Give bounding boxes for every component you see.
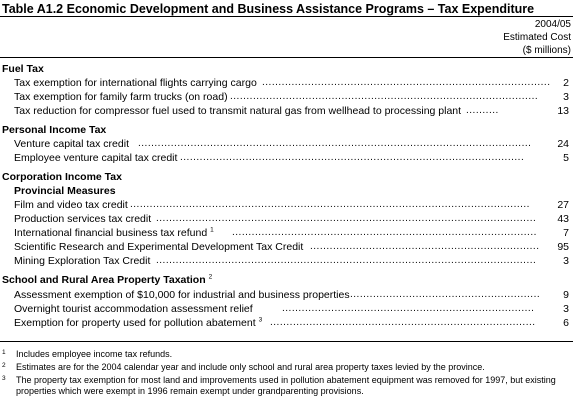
table-row: [0, 77, 573, 91]
leader-dots: .................................................................................: [270, 317, 536, 328]
table-row: [0, 303, 573, 317]
bottom-rule: [0, 341, 573, 342]
row-label: Production services tax credit: [14, 213, 152, 225]
row-label: Employee venture capital tax credit: [14, 152, 178, 164]
leader-dots: ..........................................................: [350, 289, 541, 300]
header-rule: [0, 57, 573, 58]
section-heading-personal: [0, 124, 573, 138]
subsection-heading-provincial: [0, 185, 573, 199]
section-heading-label: Corporation Income Tax: [2, 171, 122, 183]
section-heading-fuel: [0, 63, 573, 77]
leader-dots: ........................................................................................................................: [138, 138, 532, 149]
row-label: Venture capital tax credit: [14, 138, 129, 150]
footnote-ref: 2: [208, 273, 213, 281]
table-row: [0, 317, 573, 331]
row-value: 2: [563, 77, 569, 89]
section-heading-property: [0, 274, 573, 288]
row-value: 7: [563, 227, 569, 239]
footnote-marker: 3: [2, 375, 6, 382]
row-value: 3: [563, 303, 569, 315]
footnote-ref: 1: [210, 226, 214, 234]
row-label: [14, 317, 262, 329]
row-value: 3: [563, 91, 569, 103]
footnote-marker: 2: [2, 362, 6, 369]
row-label: Scientific Research and Experimental Development Tax Credit: [14, 241, 304, 253]
table-row: [0, 227, 573, 241]
footnote-ref: 3: [258, 316, 263, 324]
table-row: [0, 152, 573, 166]
row-label: Tax exemption for family farm trucks (on road): [14, 91, 228, 103]
leader-dots: ........................................................................................: [262, 77, 551, 88]
row-label: Tax reduction for compressor fuel used to transmit natural gas from wellhead to processing plant: [14, 105, 462, 117]
row-label: Mining Exploration Tax Credit: [14, 255, 151, 267]
section-heading-corporation: [0, 171, 573, 185]
row-label: Film and video tax credit: [14, 199, 128, 211]
table-row: [0, 241, 573, 255]
row-value: 27: [557, 199, 569, 211]
leader-dots: ..........................................................................................................................: [130, 199, 530, 210]
leader-dots: ..........: [466, 105, 499, 116]
row-label: [14, 227, 214, 239]
top-rule: [0, 16, 573, 17]
leader-dots: ....................................................................................................................: [156, 255, 537, 266]
row-value: 5: [563, 152, 569, 164]
table-row: [0, 213, 573, 227]
table-row: [0, 199, 573, 213]
subsection-heading-label: Provincial Measures: [14, 185, 116, 197]
leader-dots: .............................................................................................: [232, 227, 537, 238]
footnote-marker: 1: [2, 349, 6, 356]
section-heading-label: Fuel Tax: [2, 63, 44, 75]
footnote-text: Estimates are for the 2004 calendar year and include only school and rural area property taxes levied by the province.: [16, 362, 485, 372]
row-value: 24: [557, 138, 569, 150]
row-value: 6: [563, 317, 569, 329]
row-label: Overnight tourist accommodation assessment relief: [14, 303, 253, 315]
leader-dots: .............................................................................: [282, 303, 535, 314]
table-row: [0, 255, 573, 269]
section-heading-text: School and Rural Area Property Taxation: [2, 274, 206, 286]
table-row: [0, 91, 573, 105]
leader-dots: ......................................................................: [310, 241, 540, 252]
footnote-text: The property tax exemption for most land and improvements used in pollution abatement equipment was removed for 1997, but existing properties which were exempt in 1996 remain exempt under grandparenting provisions.: [16, 375, 556, 396]
row-label: Tax exemption for international flights carrying cargo: [14, 77, 257, 89]
leader-dots: ....................................................................................................................: [156, 213, 537, 224]
leader-dots: ..............................................................................................: [230, 91, 539, 102]
table-title: Table A1.2 Economic Development and Business Assistance Programs – Tax Expenditure: [2, 2, 535, 16]
row-value: 95: [557, 241, 569, 253]
row-label-text: Exemption for property used for pollution abatement: [14, 317, 256, 329]
column-header-estimated-cost: Estimated Cost: [503, 32, 571, 43]
footnote-text: Includes employee income tax refunds.: [16, 349, 173, 359]
table-row: [0, 289, 573, 303]
row-value: 13: [557, 105, 569, 117]
row-value: 3: [563, 255, 569, 267]
row-value: 9: [563, 289, 569, 301]
table-row: [0, 105, 573, 119]
section-heading-label: [2, 274, 212, 286]
row-label-text: International financial business tax refund: [14, 227, 208, 239]
section-heading-label: Personal Income Tax: [2, 124, 107, 136]
row-label: Assessment exemption of $10,000 for industrial and business properties: [14, 289, 350, 301]
column-header-year: 2004/05: [534, 19, 571, 30]
row-value: 43: [557, 213, 569, 225]
table-row: [0, 138, 573, 152]
column-header-units: ($ millions): [522, 45, 571, 56]
leader-dots: .........................................................................................................: [180, 152, 525, 163]
